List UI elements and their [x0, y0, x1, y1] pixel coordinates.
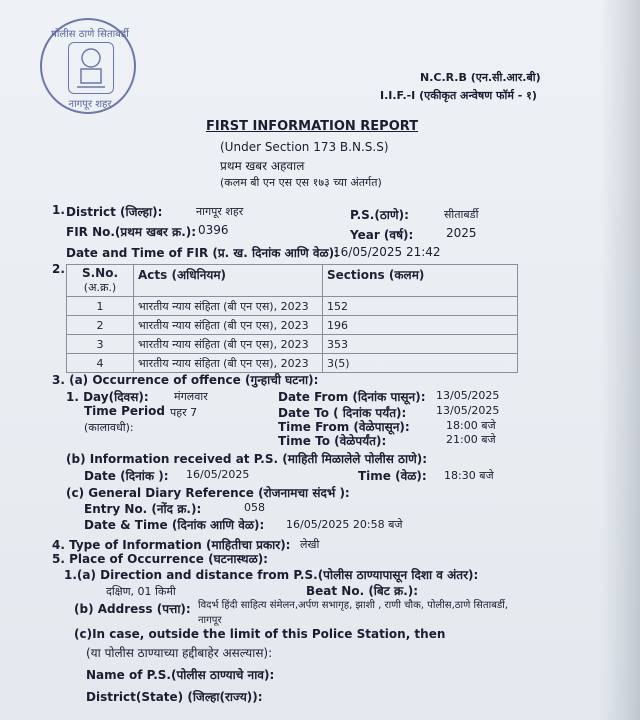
- row-act: भारतीय न्याय संहिता (बी एन एस), 2023: [134, 316, 323, 335]
- entry-no-label: Entry No. (नोंद क्र.):: [84, 502, 202, 516]
- header-acts: Acts (अधिनियम): [134, 265, 323, 297]
- info-date-value: 16/05/2025: [186, 468, 250, 481]
- address-label: (b) Address (पत्ता):: [74, 602, 191, 616]
- beat-no-label: Beat No. (बिट क्र.):: [306, 584, 419, 598]
- occurrence-label: 3. (a) Occurrence of offence (गुन्हाची घटना):: [52, 373, 319, 387]
- info-type-value: लेखी: [300, 538, 320, 551]
- table-row: [67, 316, 518, 335]
- iif-header: I.I.F.-I (एकीकृत अन्वेषण फॉर्म - १): [380, 89, 537, 102]
- place-of-occurrence-label: 5. Place of Occurrence (घटनास्थळ):: [52, 552, 268, 566]
- date-from-label: Date From (दिनांक पासून):: [278, 390, 426, 404]
- row-act: भारतीय न्याय संहिता (बी एन एस), 2023: [134, 335, 323, 354]
- info-type-label: 4. Type of Information (माहितीचा प्रकार):: [52, 538, 291, 552]
- ps-value: सीताबर्डी: [444, 208, 479, 221]
- year-value: 2025: [446, 226, 477, 240]
- row-sno: 3: [67, 335, 134, 354]
- date-to-label: Date To ( दिनांक पर्यंत):: [278, 406, 407, 420]
- gd-datetime-value: 16/05/2025 20:58 बजे: [286, 518, 403, 531]
- ncrb-header: N.C.R.B (एन.सी.आर.बी): [420, 71, 541, 84]
- page-title: FIRST INFORMATION REPORT: [206, 119, 419, 134]
- direction-distance-label: 1.(a) Direction and distance from P.S.(पोलीस ठाण्यापासून दिशा व अंतर):: [64, 568, 479, 582]
- fir-no-value: 0396: [198, 223, 229, 237]
- fir-no-label: FIR No.(प्रथम खबर क्र.):: [66, 225, 197, 239]
- seal-top-text: पोलीस ठाणे सिताबर्डी: [51, 29, 129, 40]
- header-sections: Sections (कलम): [323, 265, 518, 297]
- table-row: [67, 335, 518, 354]
- day-label: 1. Day(दिवस):: [66, 390, 149, 404]
- time-from-label: Time From (वेळेपासून):: [278, 420, 410, 434]
- seal-bottom-text: नागपूर शहर: [68, 99, 112, 110]
- date-from-value: 13/05/2025: [436, 389, 500, 402]
- fir-datetime-value: 16/05/2025 21:42: [333, 245, 441, 259]
- header-sno: S.No. (अ.क्र.): [67, 265, 134, 297]
- day-value: मंगलवार: [174, 390, 208, 403]
- page-fold-shadow: [600, 0, 640, 720]
- time-period-value: पहर 7: [170, 406, 198, 419]
- time-to-value: 21:00 बजे: [446, 433, 496, 446]
- gd-datetime-label: Date & Time (दिनांक आणि वेळ):: [84, 518, 265, 532]
- address-value-line-2: नागपूर: [198, 615, 222, 626]
- row-sno: 4: [67, 354, 134, 373]
- outside-limit-marathi: (या पोलीस ठाण्याच्या हद्दीबाहेर असल्यास):: [86, 646, 273, 660]
- general-diary-label: (c) General Diary Reference (रोजनामचा संदर्भ ):: [66, 486, 350, 500]
- ps-label: P.S.(ठाणे):: [350, 208, 409, 222]
- row-sno: 1: [67, 297, 134, 316]
- table-header-row: [67, 265, 518, 297]
- fir-datetime-label: Date and Time of FIR (प्र. ख. दिनांक आणि वेळ):: [66, 246, 339, 260]
- row-section: 3(5): [323, 354, 518, 373]
- row-act: भारतीय न्याय संहिता (बी एन एस), 2023: [134, 297, 323, 316]
- info-time-label: Time (वेळ):: [358, 469, 427, 483]
- row-section: 196: [323, 316, 518, 335]
- time-period-marathi: (कालावधी):: [84, 421, 134, 434]
- info-time-value: 18:30 बजे: [444, 469, 494, 482]
- section-2-number: 2.: [52, 262, 65, 276]
- row-sno: 2: [67, 316, 134, 335]
- time-period-label: Time Period: [84, 404, 165, 418]
- district-value: नागपूर शहर: [196, 205, 244, 218]
- district-state-label: District(State) (जिल्हा(राज्य)):: [86, 690, 263, 704]
- time-to-label: Time To (वेळेपर्यंत):: [278, 434, 387, 448]
- section-1-number: 1.: [52, 203, 65, 217]
- address-value: विदर्भ हिंदी साहित्य संमेलन,अर्पण सभागृह, झाशी , राणी चौक, पोलीस,ठाणे सिताबर्डी,: [198, 600, 509, 611]
- title-marathi-sub: (कलम बी एन एस एस १७३ च्या अंतर्गत): [220, 176, 382, 189]
- direction-distance-value: दक्षिण, 01 किमी: [106, 585, 176, 598]
- district-label: District (जिल्हा):: [66, 205, 163, 219]
- acts-table: [66, 264, 518, 373]
- table-row: [67, 297, 518, 316]
- title-marathi: प्रथम खबर अहवाल: [220, 159, 305, 173]
- table-row: [67, 354, 518, 373]
- info-date-label: Date (दिनांक ):: [84, 469, 169, 483]
- title-under-section: (Under Section 173 B.N.S.S): [220, 140, 389, 154]
- outside-limit-label: (c)In case, outside the limit of this Police Station, then: [74, 627, 446, 641]
- time-from-value: 18:00 बजे: [446, 419, 496, 432]
- row-section: 152: [323, 297, 518, 316]
- row-act: भारतीय न्याय संहिता (बी एन एस), 2023: [134, 354, 323, 373]
- date-to-value: 13/05/2025: [436, 404, 500, 417]
- year-label: Year (वर्ष):: [350, 228, 414, 242]
- info-received-label: (b) Information received at P.S. (माहिती मिळालेले पोलीस ठाणे):: [66, 452, 428, 466]
- entry-no-value: 058: [244, 501, 265, 514]
- ps-name-label: Name of P.S.(पोलीस ठाण्याचे नाव):: [86, 668, 275, 682]
- police-station-seal: [40, 18, 136, 114]
- state-emblem-icon: [68, 42, 114, 94]
- row-section: 353: [323, 335, 518, 354]
